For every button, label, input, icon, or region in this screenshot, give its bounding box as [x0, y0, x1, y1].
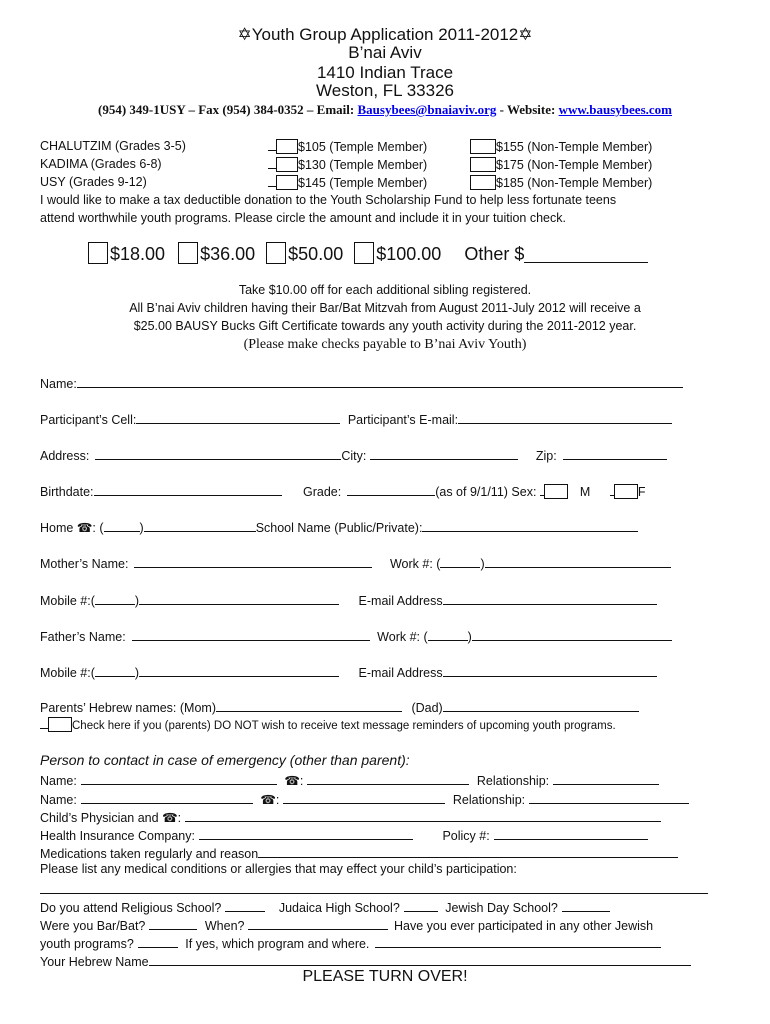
home-phone-field[interactable] — [144, 518, 256, 532]
mother-mobile-label: Mobile #:( — [40, 594, 95, 608]
when-field[interactable] — [248, 916, 388, 930]
mother-work-label: Work #: ( — [389, 557, 441, 571]
father-mobile-row — [40, 663, 657, 680]
mother-work-area-field[interactable] — [440, 554, 480, 568]
insurance-field[interactable] — [199, 826, 413, 840]
phone-open: : ( — [92, 521, 104, 535]
zip-field[interactable] — [563, 446, 667, 460]
checkbox-donation-36[interactable] — [178, 242, 198, 264]
fee-member-kadima — [268, 157, 427, 172]
barbat-row — [40, 916, 653, 933]
school-field[interactable] — [422, 518, 638, 532]
home-area-code-field[interactable] — [104, 518, 140, 532]
org-street: 1410 Indian Trace — [316, 63, 454, 82]
fee-nonmember-label: $185 (Non-Temple Member) — [496, 176, 653, 190]
physician-row: Child’s Physician and ☎: — [40, 808, 661, 825]
checkbox-donation-50[interactable] — [266, 242, 286, 264]
insurance-label: Health Insurance Company: — [40, 829, 195, 843]
city-field[interactable] — [370, 446, 518, 460]
emergency-heading: Person to contact in case of emergency (other than parent): — [40, 752, 410, 768]
emergency-phone-2-field[interactable] — [283, 790, 445, 804]
fee-nonmember-usy — [470, 175, 652, 190]
phone-fax-text: (954) 349-1USY – Fax (954) 384-0352 – Email: — [97, 102, 358, 117]
father-mobile-field[interactable] — [139, 663, 339, 677]
home-label: Home — [40, 521, 74, 535]
checkbox-sex-female[interactable] — [614, 484, 638, 499]
checkbox-usy-member[interactable] — [276, 175, 298, 190]
checkbox-text-optout[interactable] — [48, 717, 72, 732]
relationship-1-field[interactable] — [553, 771, 659, 785]
father-email-label: E-mail Address — [358, 666, 443, 680]
checkbox-donation-18[interactable] — [88, 242, 108, 264]
hebrew-mom-field[interactable] — [216, 698, 402, 712]
mitzvah-note-1: All B’nai Aviv children having their Bar/Bat Mitzvah from August 2011-July 2012 will receive a — [129, 301, 641, 315]
donation-text-1: I would like to make a tax deductible donation to the Youth Scholarship Fund to help less fortunate teens — [40, 193, 617, 207]
text-optout-row — [40, 717, 616, 732]
text-optout-label: Check here if you (parents) DO NOT wish to receive text message reminders of upcoming youth programs. — [72, 720, 616, 732]
participant-email-label: Participant’s E-mail: — [347, 413, 459, 427]
female-label: F — [637, 485, 646, 499]
father-row — [40, 627, 672, 644]
cell-label: Participant’s Cell: — [40, 413, 137, 427]
contact-line — [0, 102, 770, 118]
day-school-field[interactable] — [562, 898, 610, 912]
emergency-contact-2: Name: ☎: Relationship: — [40, 790, 689, 807]
donation-amount-100: $100.00 — [376, 244, 442, 264]
emergency-name-label: Name: — [40, 774, 77, 788]
zip-label: Zip: — [535, 449, 557, 463]
phone-close: ) — [134, 594, 140, 608]
emergency-phone-1-field[interactable] — [307, 771, 469, 785]
donation-other-field[interactable] — [524, 244, 648, 263]
phone-icon: ☎ — [284, 773, 300, 788]
sibling-note: Take $10.00 off for each additional sibling registered. — [238, 283, 532, 297]
fee-member-label: $145 (Temple Member) — [298, 176, 428, 190]
grade-field[interactable] — [347, 482, 435, 496]
mother-mobile-field[interactable] — [139, 591, 339, 605]
hebrew-dad-label: (Dad) — [411, 701, 443, 715]
hebrew-name-row — [40, 952, 691, 969]
physician-field[interactable] — [185, 808, 661, 822]
birthdate-label: Birthdate: — [40, 485, 94, 499]
org-city: Weston, FL 33326 — [316, 81, 454, 100]
phone-icon: ☎ — [162, 810, 178, 825]
fee-nonmember-kadima — [470, 157, 652, 172]
checkbox-kadima-nonmember[interactable] — [470, 157, 496, 172]
cell-email-row — [40, 410, 672, 427]
barbat-field[interactable] — [149, 916, 197, 930]
name-row — [40, 374, 683, 391]
fee-member-label: $105 (Temple Member) — [298, 140, 428, 154]
father-label: Father’s Name: — [40, 630, 126, 644]
father-email-field[interactable] — [443, 663, 657, 677]
form-title: ✡Youth Group Application 2011-2012✡ — [237, 25, 533, 44]
medications-label: Medications taken regularly and reason — [40, 847, 259, 861]
participated-field[interactable] — [138, 934, 178, 948]
emergency-name-1-field[interactable] — [81, 771, 277, 785]
which-program-label: If yes, which program and where. — [185, 937, 370, 951]
birthdate-row — [40, 482, 645, 499]
checkbox-chalutzim-nonmember[interactable] — [470, 139, 496, 154]
phone-close: ) — [139, 521, 144, 535]
checkbox-donation-100[interactable] — [354, 242, 374, 264]
policy-field[interactable] — [494, 826, 648, 840]
emergency-contact-1: Name: ☎: Relationship: — [40, 771, 659, 788]
birthdate-field[interactable] — [94, 482, 282, 496]
conditions-label: Please list any medical conditions or allergies that may effect your child’s participation: — [40, 862, 517, 876]
hebrew-parents-row — [40, 698, 639, 715]
father-work-area-field[interactable] — [428, 627, 468, 641]
name-field[interactable] — [77, 374, 683, 388]
email-link[interactable]: Bausybees@bnaiaviv.org — [357, 102, 497, 117]
relationship-label: Relationship: — [476, 774, 550, 788]
fee-member-label: $130 (Temple Member) — [298, 158, 428, 172]
phone-close: ) — [480, 557, 485, 571]
fee-group-chalutzim: CHALUTZIM (Grades 3-5) — [40, 139, 186, 153]
which-program-field[interactable] — [375, 934, 661, 948]
hebrew-mom-label: Parents’ Hebrew names: (Mom) — [40, 701, 216, 715]
fee-nonmember-chalutzim — [470, 139, 652, 154]
donation-text-2: attend worthwhile youth programs. Please circle the amount and include it in your tuition check. — [40, 211, 566, 225]
city-label: City: — [341, 449, 367, 463]
website-link[interactable]: www.bausybees.com — [558, 102, 672, 117]
website-label: - Website: — [496, 102, 559, 117]
mother-mobile-area-field[interactable] — [95, 591, 135, 605]
phone-icon: ☎ — [260, 792, 276, 807]
as-of-label: (as of 9/1/11) Sex: — [435, 485, 537, 499]
address-label: Address: — [40, 449, 90, 463]
religious-school-field[interactable] — [225, 898, 265, 912]
relationship-label: Relationship: — [452, 793, 526, 807]
participant-email-field[interactable] — [458, 410, 672, 424]
policy-label: Policy #: — [442, 829, 490, 843]
school-questions-row — [40, 898, 610, 915]
father-mobile-area-field[interactable] — [95, 663, 135, 677]
fee-member-chalutzim — [268, 139, 427, 154]
mother-name-field[interactable] — [134, 554, 372, 568]
father-work-field[interactable] — [472, 627, 672, 641]
address-field[interactable] — [95, 446, 341, 460]
conditions-field[interactable] — [40, 880, 708, 894]
barbat-label: Were you Bar/Bat? — [40, 919, 146, 933]
judaica-label: Judaica High School? — [278, 901, 400, 915]
emergency-name-label: Name: — [40, 793, 77, 807]
donation-other-label: Other $ — [464, 244, 525, 264]
hebrew-dad-field[interactable] — [443, 698, 639, 712]
fee-nonmember-label: $175 (Non-Temple Member) — [496, 158, 653, 172]
mother-email-field[interactable] — [443, 591, 657, 605]
hebrew-name-field[interactable] — [149, 952, 691, 966]
fee-member-usy — [268, 175, 427, 190]
checkbox-sex-male[interactable] — [544, 484, 568, 499]
medications-field[interactable] — [258, 844, 678, 858]
checkbox-usy-nonmember[interactable] — [470, 175, 496, 190]
school-label: School Name (Public/Private): — [255, 521, 423, 535]
mother-email-label: E-mail Address — [358, 594, 443, 608]
hebrew-name-label: Your Hebrew Name — [40, 955, 149, 969]
male-label: M — [579, 485, 591, 499]
when-label: When? — [204, 919, 245, 933]
mother-work-field[interactable] — [485, 554, 671, 568]
turn-over-note: PLEASE TURN OVER! — [302, 968, 468, 985]
mitzvah-note-2: $25.00 BAUSY Bucks Gift Certificate towards any youth activity during the 2011-2012 year. — [133, 319, 637, 333]
mother-mobile-row — [40, 591, 657, 608]
participated-label-2: youth programs? — [40, 937, 134, 951]
fee-nonmember-label: $155 (Non-Temple Member) — [496, 140, 653, 154]
relationship-2-field[interactable] — [529, 790, 689, 804]
mother-row — [40, 554, 671, 571]
phone-close: ) — [134, 666, 140, 680]
cell-field[interactable] — [136, 410, 340, 424]
checks-note: (Please make checks payable to B’nai Aviv Youth) — [243, 337, 527, 352]
fee-group-kadima: KADIMA (Grades 6-8) — [40, 157, 162, 171]
medications-row — [40, 844, 678, 861]
donation-amount-18: $18.00 — [110, 244, 166, 264]
mother-label: Mother’s Name: — [40, 557, 129, 571]
fee-group-usy: USY (Grades 9-12) — [40, 175, 147, 189]
phone-icon: ☎ — [76, 520, 93, 535]
participated-label-1: Have you ever participated in any other Jewish — [393, 919, 654, 933]
emergency-name-2-field[interactable] — [81, 790, 253, 804]
programs-row — [40, 934, 661, 951]
checkbox-chalutzim-member[interactable] — [276, 139, 298, 154]
donation-amount-50: $50.00 — [288, 244, 344, 264]
donation-amounts — [88, 242, 648, 265]
insurance-row — [40, 826, 648, 843]
father-work-label: Work #: ( — [377, 630, 428, 644]
day-school-label: Jewish Day School? — [445, 901, 558, 915]
judaica-field[interactable] — [404, 898, 438, 912]
phone-close: ) — [467, 630, 472, 644]
home-school-row — [40, 518, 638, 535]
father-mobile-label: Mobile #:( — [40, 666, 95, 680]
address-row — [40, 446, 667, 463]
grade-label: Grade: — [303, 485, 342, 499]
org-name: B’nai Aviv — [348, 43, 422, 62]
father-name-field[interactable] — [132, 627, 370, 641]
donation-amount-36: $36.00 — [200, 244, 256, 264]
religious-school-label: Do you attend Religious School? — [40, 901, 222, 915]
physician-label: Child’s Physician and — [40, 811, 159, 825]
name-label: Name: — [40, 377, 77, 391]
checkbox-kadima-member[interactable] — [276, 157, 298, 172]
